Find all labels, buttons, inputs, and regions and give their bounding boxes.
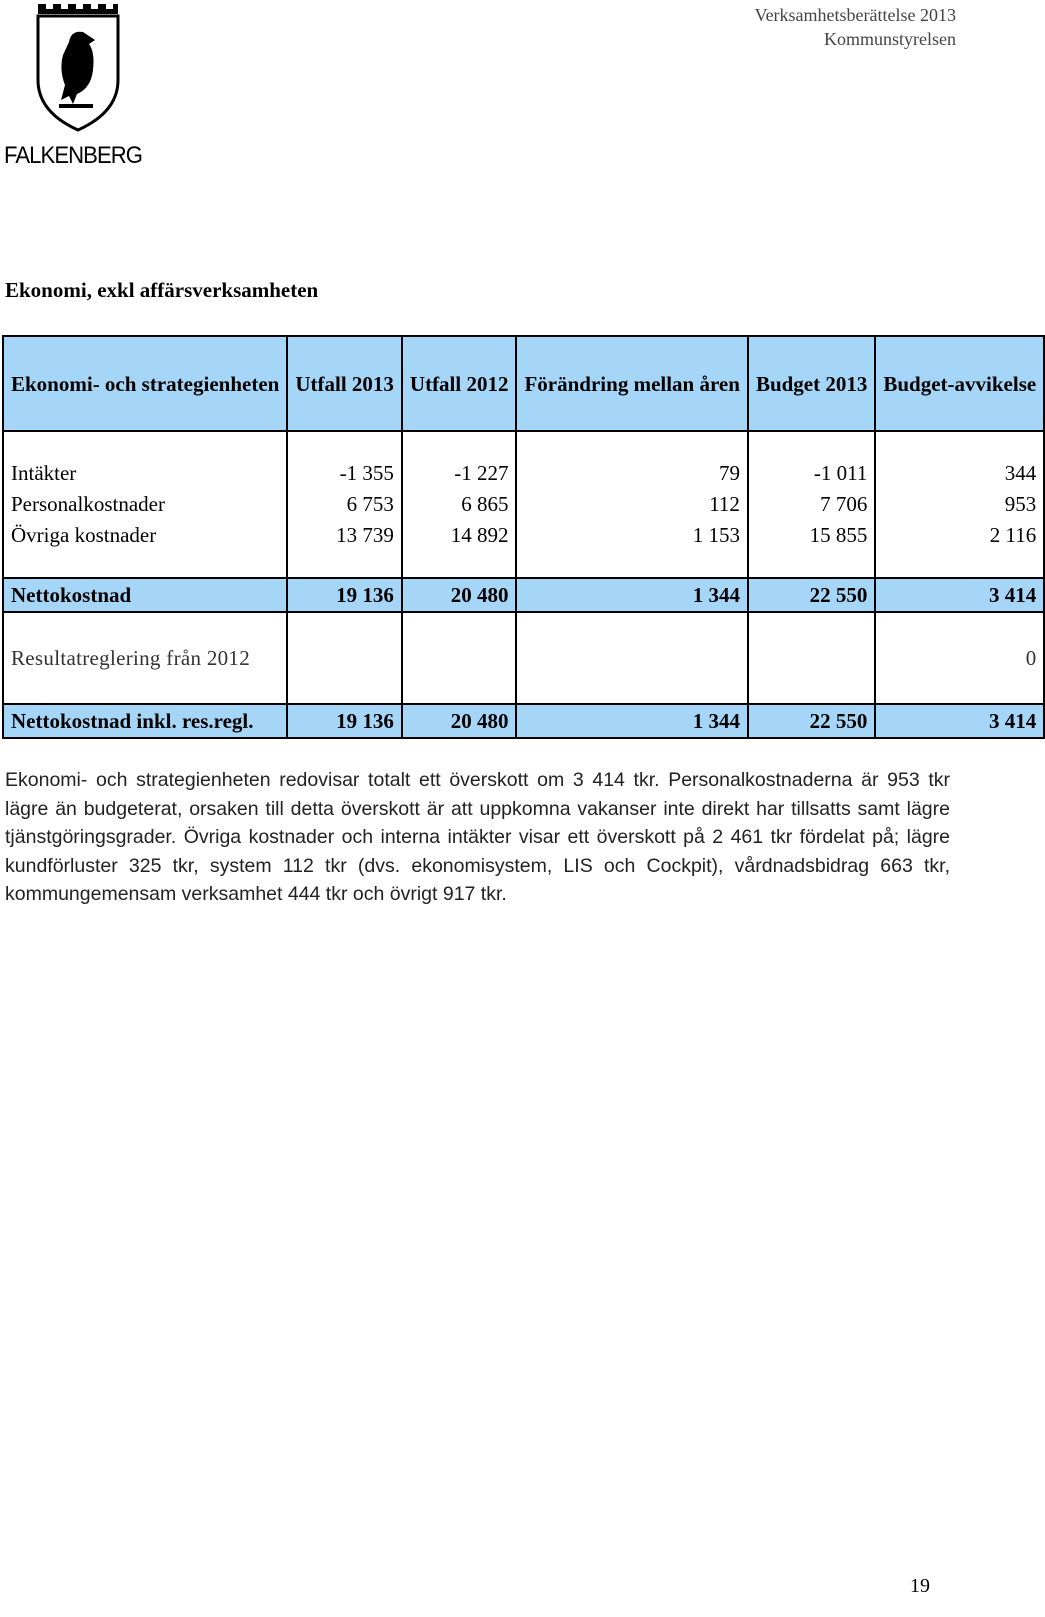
table-cell: 344 bbox=[875, 458, 1044, 489]
column-header: Utfall 2013 bbox=[287, 336, 402, 431]
table-cell: 19 136 bbox=[287, 704, 402, 738]
row-label: Övriga kostnader bbox=[3, 520, 287, 551]
table-cell: 0 bbox=[875, 612, 1044, 704]
table-cell: 22 550 bbox=[748, 704, 875, 738]
body-paragraph: Ekonomi- och strategienheten redovisar totalt ett överskott om 3 414 tkr. Personalkostnaderna är 953 tkr lägre än budgeterat, orsaken till detta överskott är att uppkomna vakanser inte direkt har tillsatts samt lägre tjänstgöringsgrader. Övriga kostnader och interna intäkter visar ett överskott på 2 461 tkr fördelat på; lägre kundförluster 325 tkr, system 112 tkr (dvs. ekonomisystem, LIS och Cockpit), vårdnadsbidrag 663 tkr, kommungemensam verksamhet 444 tkr och övrigt 917 tkr. bbox=[5, 769, 950, 905]
coat-of-arms-icon bbox=[33, 0, 123, 135]
table-cell: -1 227 bbox=[402, 458, 517, 489]
table-row bbox=[3, 458, 1044, 489]
table-cell: 2 116 bbox=[875, 520, 1044, 551]
row-label: Intäkter bbox=[3, 458, 287, 489]
table-cell: 3 414 bbox=[875, 704, 1044, 738]
table-cell bbox=[287, 612, 402, 704]
table-cell: 19 136 bbox=[287, 578, 402, 612]
logo-wordmark: FALKENBERG bbox=[4, 142, 143, 169]
table-cell bbox=[516, 612, 747, 704]
table-cell bbox=[402, 612, 517, 704]
table-cell: 112 bbox=[516, 489, 747, 520]
column-header: Utfall 2012 bbox=[402, 336, 517, 431]
row-label: Nettokostnad inkl. res.regl. bbox=[3, 704, 287, 738]
column-header: Ekonomi- och strategienheten bbox=[3, 336, 287, 431]
table-cell: 20 480 bbox=[402, 704, 517, 738]
table-header-row bbox=[3, 336, 1044, 431]
page-number: 19 bbox=[910, 1575, 930, 1597]
table-row bbox=[3, 489, 1044, 520]
adjustment-row bbox=[3, 612, 1044, 704]
table-cell: 3 414 bbox=[875, 578, 1044, 612]
table-cell: 1 344 bbox=[516, 704, 747, 738]
subtotal-row bbox=[3, 578, 1044, 612]
table-cell bbox=[748, 612, 875, 704]
section-title: Ekonomi, exkl affärsverksamheten bbox=[5, 278, 319, 302]
row-label: Personalkostnader bbox=[3, 489, 287, 520]
table-cell: 20 480 bbox=[402, 578, 517, 612]
table-cell: 22 550 bbox=[748, 578, 875, 612]
total-row bbox=[3, 704, 1044, 738]
spacer-row bbox=[3, 431, 1044, 458]
table-cell: 1 344 bbox=[516, 578, 747, 612]
table-cell: 6 753 bbox=[287, 489, 402, 520]
table-cell: 79 bbox=[516, 458, 747, 489]
table-cell: 13 739 bbox=[287, 520, 402, 551]
table-cell: -1 011 bbox=[748, 458, 875, 489]
report-title: Verksamhetsberättelse 2013 bbox=[754, 5, 956, 25]
falkenberg-logo bbox=[0, 0, 160, 175]
row-label: Resultatreglering från 2012 bbox=[3, 612, 287, 704]
table-cell: 14 892 bbox=[402, 520, 517, 551]
department-name: Kommunstyrelsen bbox=[824, 29, 956, 49]
table-cell: 6 865 bbox=[402, 489, 517, 520]
table-cell: 7 706 bbox=[748, 489, 875, 520]
column-header: Förändring mellan åren bbox=[516, 336, 747, 431]
table-cell: -1 355 bbox=[287, 458, 402, 489]
spacer-row bbox=[3, 551, 1044, 578]
column-header: Budget-avvikelse bbox=[875, 336, 1044, 431]
table-cell: 15 855 bbox=[748, 520, 875, 551]
table-cell: 1 153 bbox=[516, 520, 747, 551]
running-head bbox=[755, 3, 956, 51]
table-cell: 953 bbox=[875, 489, 1044, 520]
column-header: Budget 2013 bbox=[748, 336, 875, 431]
table-row bbox=[3, 520, 1044, 551]
row-label: Nettokostnad bbox=[3, 578, 287, 612]
finance-table bbox=[2, 335, 1045, 739]
